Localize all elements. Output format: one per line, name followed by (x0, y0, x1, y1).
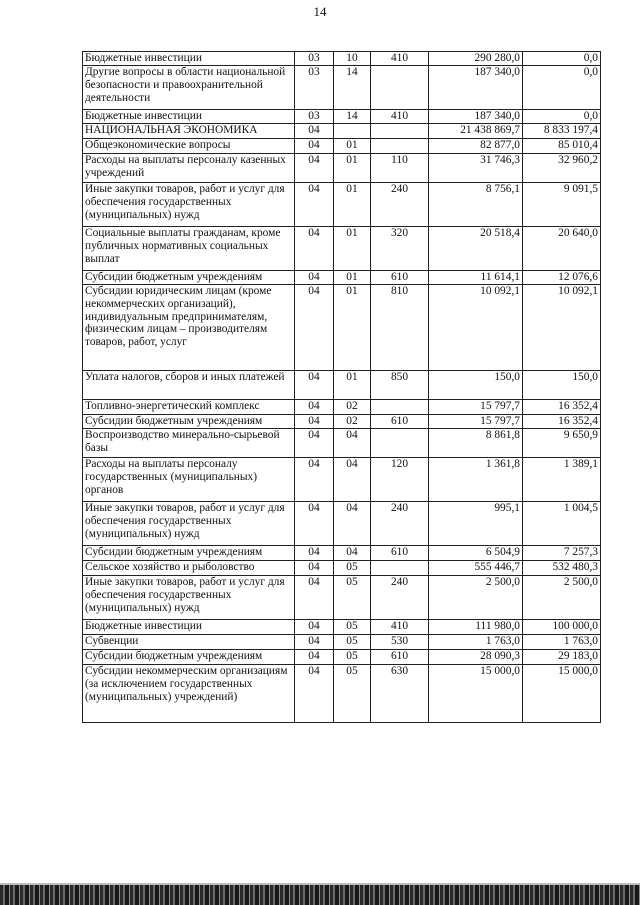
table-row (83, 665, 601, 723)
row-amount-year2: 10 092,1 (523, 285, 601, 371)
row-section-code: 04 (295, 124, 334, 139)
row-expense-type: 410 (371, 620, 429, 635)
row-amount-year2: 0,0 (523, 52, 601, 66)
row-amount-year1: 15 797,7 (429, 415, 523, 429)
table-row (83, 183, 601, 227)
row-subsection-code: 05 (334, 576, 371, 620)
row-expense-type: 610 (371, 415, 429, 429)
row-section-code: 04 (295, 227, 334, 271)
row-amount-year1: 555 446,7 (429, 561, 523, 576)
row-name: Топливно-энергетический комплекс (83, 400, 295, 415)
row-amount-year1: 1 361,8 (429, 458, 523, 502)
row-amount-year1: 150,0 (429, 371, 523, 400)
row-expense-type: 410 (371, 52, 429, 66)
row-expense-type: 530 (371, 635, 429, 650)
row-amount-year2: 1 763,0 (523, 635, 601, 650)
row-expense-type (371, 66, 429, 110)
row-amount-year2: 85 010,4 (523, 139, 601, 154)
row-subsection-code: 14 (334, 110, 371, 124)
row-amount-year1: 20 518,4 (429, 227, 523, 271)
row-expense-type: 610 (371, 271, 429, 285)
row-name: Субвенции (83, 635, 295, 650)
table-row (83, 458, 601, 502)
row-section-code: 04 (295, 271, 334, 285)
row-amount-year2: 0,0 (523, 66, 601, 110)
row-subsection-code: 01 (334, 154, 371, 183)
row-name: Субсидии бюджетным учреждениям (83, 271, 295, 285)
row-section-code: 03 (295, 66, 334, 110)
row-name: Субсидии бюджетным учреждениям (83, 546, 295, 561)
row-expense-type (371, 561, 429, 576)
table-row (83, 371, 601, 400)
row-name: Субсидии бюджетным учреждениям (83, 415, 295, 429)
table-row (83, 635, 601, 650)
table-row (83, 415, 601, 429)
row-subsection-code: 04 (334, 546, 371, 561)
row-amount-year1: 2 500,0 (429, 576, 523, 620)
row-amount-year1: 11 614,1 (429, 271, 523, 285)
row-expense-type (371, 429, 429, 458)
row-amount-year1: 187 340,0 (429, 110, 523, 124)
row-section-code: 04 (295, 561, 334, 576)
row-section-code: 04 (295, 415, 334, 429)
row-name: Бюджетные инвестиции (83, 52, 295, 66)
table-row (83, 154, 601, 183)
row-amount-year2: 2 500,0 (523, 576, 601, 620)
row-amount-year1: 10 092,1 (429, 285, 523, 371)
row-name: Иные закупки товаров, работ и услуг для обеспечения государственных (муниципальных) нужд (83, 502, 295, 546)
table-row (83, 124, 601, 139)
row-section-code: 04 (295, 546, 334, 561)
row-expense-type: 320 (371, 227, 429, 271)
table-row (83, 110, 601, 124)
row-amount-year1: 187 340,0 (429, 66, 523, 110)
table-row (83, 400, 601, 415)
table-row (83, 650, 601, 665)
row-subsection-code: 04 (334, 458, 371, 502)
row-amount-year1: 21 438 869,7 (429, 124, 523, 139)
row-name: Субсидии некоммерческим организациям (за исключением государственных (муниципальных) учреждений) (83, 665, 295, 723)
row-name: Воспроизводство минерально-сырьевой базы (83, 429, 295, 458)
row-name: Бюджетные инвестиции (83, 620, 295, 635)
table-row (83, 429, 601, 458)
row-section-code: 04 (295, 576, 334, 620)
row-expense-type: 240 (371, 502, 429, 546)
row-amount-year1: 1 763,0 (429, 635, 523, 650)
row-expense-type (371, 124, 429, 139)
row-name: Иные закупки товаров, работ и услуг для обеспечения государственных (муниципальных) нужд (83, 183, 295, 227)
row-amount-year2: 29 183,0 (523, 650, 601, 665)
table-row (83, 227, 601, 271)
row-expense-type: 120 (371, 458, 429, 502)
row-name: Расходы на выплаты персоналу казенных учреждений (83, 154, 295, 183)
row-expense-type: 240 (371, 183, 429, 227)
scan-edge-strip (0, 885, 640, 905)
row-expense-type: 410 (371, 110, 429, 124)
row-expense-type (371, 139, 429, 154)
row-amount-year2: 150,0 (523, 371, 601, 400)
row-name: Уплата налогов, сборов и иных платежей (83, 371, 295, 400)
row-amount-year2: 7 257,3 (523, 546, 601, 561)
row-amount-year1: 290 280,0 (429, 52, 523, 66)
row-subsection-code: 04 (334, 502, 371, 546)
row-amount-year1: 15 000,0 (429, 665, 523, 723)
row-amount-year2: 0,0 (523, 110, 601, 124)
row-name: Субсидии юридическим лицам (кроме некоммерческих организаций), индивидуальным предпринимателям, физическим лицам – производителям товаров, работ, услуг (83, 285, 295, 371)
row-amount-year1: 82 877,0 (429, 139, 523, 154)
row-subsection-code: 01 (334, 183, 371, 227)
row-amount-year2: 32 960,2 (523, 154, 601, 183)
row-subsection-code (334, 124, 371, 139)
row-section-code: 04 (295, 400, 334, 415)
row-subsection-code: 01 (334, 139, 371, 154)
row-amount-year1: 8 861,8 (429, 429, 523, 458)
table-row (83, 52, 601, 66)
row-name: Расходы на выплаты персоналу государственных (муниципальных) органов (83, 458, 295, 502)
row-amount-year1: 995,1 (429, 502, 523, 546)
row-amount-year1: 8 756,1 (429, 183, 523, 227)
table-row (83, 576, 601, 620)
row-name: Другие вопросы в области национальной безопасности и правоохранительной деятельности (83, 66, 295, 110)
row-amount-year2: 12 076,6 (523, 271, 601, 285)
row-subsection-code: 05 (334, 620, 371, 635)
row-section-code: 04 (295, 650, 334, 665)
table-row (83, 66, 601, 110)
budget-table-body (83, 52, 601, 723)
row-section-code: 04 (295, 635, 334, 650)
row-name: НАЦИОНАЛЬНАЯ ЭКОНОМИКА (83, 124, 295, 139)
row-subsection-code: 01 (334, 371, 371, 400)
row-subsection-code: 01 (334, 227, 371, 271)
row-amount-year2: 8 833 197,4 (523, 124, 601, 139)
row-amount-year2: 1 389,1 (523, 458, 601, 502)
table-row (83, 502, 601, 546)
row-section-code: 04 (295, 429, 334, 458)
row-expense-type: 110 (371, 154, 429, 183)
row-subsection-code: 02 (334, 415, 371, 429)
row-section-code: 04 (295, 154, 334, 183)
row-subsection-code: 01 (334, 285, 371, 371)
row-amount-year2: 532 480,3 (523, 561, 601, 576)
row-section-code: 04 (295, 371, 334, 400)
row-amount-year2: 100 000,0 (523, 620, 601, 635)
row-name: Бюджетные инвестиции (83, 110, 295, 124)
row-name: Общеэкономические вопросы (83, 139, 295, 154)
row-section-code: 04 (295, 502, 334, 546)
row-amount-year2: 16 352,4 (523, 415, 601, 429)
row-section-code: 04 (295, 183, 334, 227)
row-expense-type: 810 (371, 285, 429, 371)
row-amount-year2: 9 091,5 (523, 183, 601, 227)
row-section-code: 03 (295, 110, 334, 124)
row-amount-year1: 31 746,3 (429, 154, 523, 183)
row-expense-type: 240 (371, 576, 429, 620)
page-number: 14 (313, 4, 327, 19)
table-row (83, 285, 601, 371)
table-row (83, 620, 601, 635)
row-subsection-code: 02 (334, 400, 371, 415)
row-name: Иные закупки товаров, работ и услуг для обеспечения государственных (муниципальных) нужд (83, 576, 295, 620)
row-amount-year2: 20 640,0 (523, 227, 601, 271)
row-subsection-code: 05 (334, 561, 371, 576)
row-amount-year2: 16 352,4 (523, 400, 601, 415)
row-name: Субсидии бюджетным учреждениям (83, 650, 295, 665)
row-amount-year1: 111 980,0 (429, 620, 523, 635)
row-amount-year1: 15 797,7 (429, 400, 523, 415)
table-row (83, 139, 601, 154)
row-expense-type: 630 (371, 665, 429, 723)
row-section-code: 04 (295, 458, 334, 502)
row-amount-year2: 9 650,9 (523, 429, 601, 458)
row-section-code: 04 (295, 665, 334, 723)
row-amount-year1: 6 504,9 (429, 546, 523, 561)
row-subsection-code: 10 (334, 52, 371, 66)
row-expense-type: 850 (371, 371, 429, 400)
row-section-code: 04 (295, 285, 334, 371)
row-amount-year1: 28 090,3 (429, 650, 523, 665)
table-row (83, 546, 601, 561)
row-amount-year2: 15 000,0 (523, 665, 601, 723)
row-subsection-code: 05 (334, 665, 371, 723)
row-name: Социальные выплаты гражданам, кроме публичных нормативных социальных выплат (83, 227, 295, 271)
row-subsection-code: 04 (334, 429, 371, 458)
row-section-code: 03 (295, 52, 334, 66)
row-amount-year2: 1 004,5 (523, 502, 601, 546)
row-section-code: 04 (295, 620, 334, 635)
row-subsection-code: 01 (334, 271, 371, 285)
row-subsection-code: 05 (334, 635, 371, 650)
row-name: Сельское хозяйство и рыболовство (83, 561, 295, 576)
row-expense-type: 610 (371, 650, 429, 665)
row-expense-type: 610 (371, 546, 429, 561)
row-subsection-code: 05 (334, 650, 371, 665)
row-expense-type (371, 400, 429, 415)
budget-table (82, 51, 601, 723)
row-section-code: 04 (295, 139, 334, 154)
row-subsection-code: 14 (334, 66, 371, 110)
table-row (83, 561, 601, 576)
table-row (83, 271, 601, 285)
